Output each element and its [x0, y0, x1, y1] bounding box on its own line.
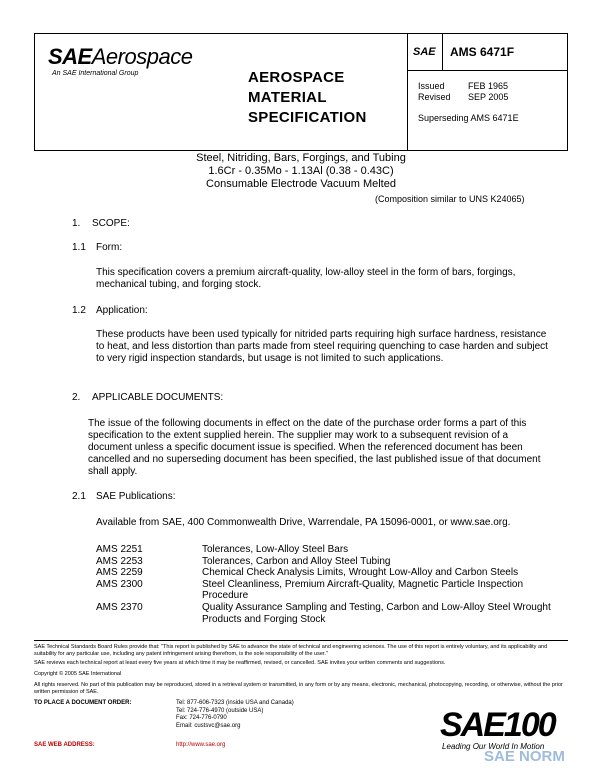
copyright: Copyright © 2005 SAE International [34, 671, 122, 677]
rights-notice: All rights reserved. No part of this publication may be reproduced, stored in a retrieval system or transmitted, in any form or by any means, electronic, mechanical, photocopying, recording, or otherwise, without the prior written permission of SAE. [34, 682, 563, 695]
section-number: 1.1 [72, 242, 86, 253]
section-heading: SAE Publications: [96, 491, 176, 502]
sae-100-logo: SAE100 [440, 706, 555, 744]
header-divider [407, 34, 408, 150]
paragraph: These products have been used typically for nitrided parts requiring high surface hardness, resistance to heat, and less distortion than parts made from steel requiring quenching to case harden and subject to very rigid inspection standards, but usage is not limited to such applications. [96, 329, 548, 364]
tagline: Leading Our World In Motion [442, 742, 545, 751]
order-label: TO PLACE A DOCUMENT ORDER: [34, 700, 132, 706]
web-address-link[interactable]: http://www.sae.org [176, 742, 226, 748]
paragraph: This specification covers a premium aircraft-quality, low-alloy steel in the form of bars, forgings, mechanical tubing, and forging stock. [96, 267, 516, 290]
section-number: 2.1 [72, 491, 86, 502]
section-heading: Form: [96, 242, 123, 253]
paragraph: Available from SAE, 400 Commonwealth Drive, Warrendale, PA 15096-0001, or www.sae.org. [96, 517, 511, 528]
logo-subtitle: An SAE International Group [52, 70, 139, 77]
document-list: AMS 2251 Tolerances, Low-Alloy Steel Bars AMS 2253 Tolerances, Carbon and Alloy Steel Tubing AMS 2259 Chemical Check Analysis Limits, Wrought Low-Alloy and Carbon Steels AMS 2300 Steel Cleanliness, Premium Aircraft-Quality, Magnetic Particle Inspection Procedure AMS 2370 Quality Assurance Sampling and Testing, Carbon and Low-Alloy Steel Wrought Products and Forging Stock [96, 544, 551, 625]
footer-divider [34, 640, 568, 641]
contact-info: Tel: 877-606-7323 (inside USA and Canada) Tel: 724-776-4970 (outside USA) Fax: 724-776-0790 Email: custsvc@sae.org [176, 700, 294, 729]
section-number: 1.2 [72, 305, 86, 316]
revision-info: Issued FEB 1965 Revised SEP 2005 Superseding AMS 6471E [418, 81, 519, 123]
sae-mark-logo: SAE [413, 46, 436, 58]
footer-review-note: SAE reviews each technical report at least every five years at which time it may be reaffirmed, revised, or cancelled. SAE invites your written comments and suggestions. [34, 660, 446, 666]
header-divider [442, 34, 443, 71]
paragraph: The issue of the following documents in effect on the date of the purchase order forms a part of this specification to the extent supplied herein. The supplier may work to a subsequent revision of a document unless a specific document issue is specified. When the referenced document has been cancelled and no superseding document has been specified, the last published issue of that document shall apply. [88, 418, 541, 477]
composition-note: (Composition similar to UNS K24065) [375, 194, 525, 204]
section-heading: Application: [96, 305, 148, 316]
ams-number: AMS 6471F [450, 45, 515, 59]
revised-date: SEP 2005 [468, 92, 509, 102]
issued-date: FEB 1965 [468, 81, 509, 91]
footer-disclaimer: SAE Technical Standards Board Rules provide that: "This report is published by SAE to advance the state of technical and engineering sciences. The use of this report is entirely voluntary, and its applicability and suitability for any particular use, including any patent infringement arising therefrom, is the sole responsibility of the user." [34, 644, 548, 657]
section-heading: SCOPE: [92, 218, 130, 229]
web-address-label: SAE WEB ADDRESS: [34, 742, 95, 748]
superseding-note: Superseding AMS 6471E [418, 113, 519, 123]
sae-aerospace-logo: SAEAerospace [48, 44, 193, 69]
watermark: SAE NORM [484, 748, 565, 765]
section-number: 2. [72, 392, 81, 403]
document-type-title: AEROSPACE MATERIAL SPECIFICATION [248, 69, 367, 126]
section-heading: APPLICABLE DOCUMENTS: [92, 392, 224, 403]
section-number: 1. [72, 218, 81, 229]
document-subject: Steel, Nitriding, Bars, Forgings, and Tubing 1.6Cr - 0.35Mo - 1.13Al (0.38 - 0.43C) Consumable Electrode Vacuum Melted [196, 152, 406, 190]
header-divider [407, 70, 567, 71]
